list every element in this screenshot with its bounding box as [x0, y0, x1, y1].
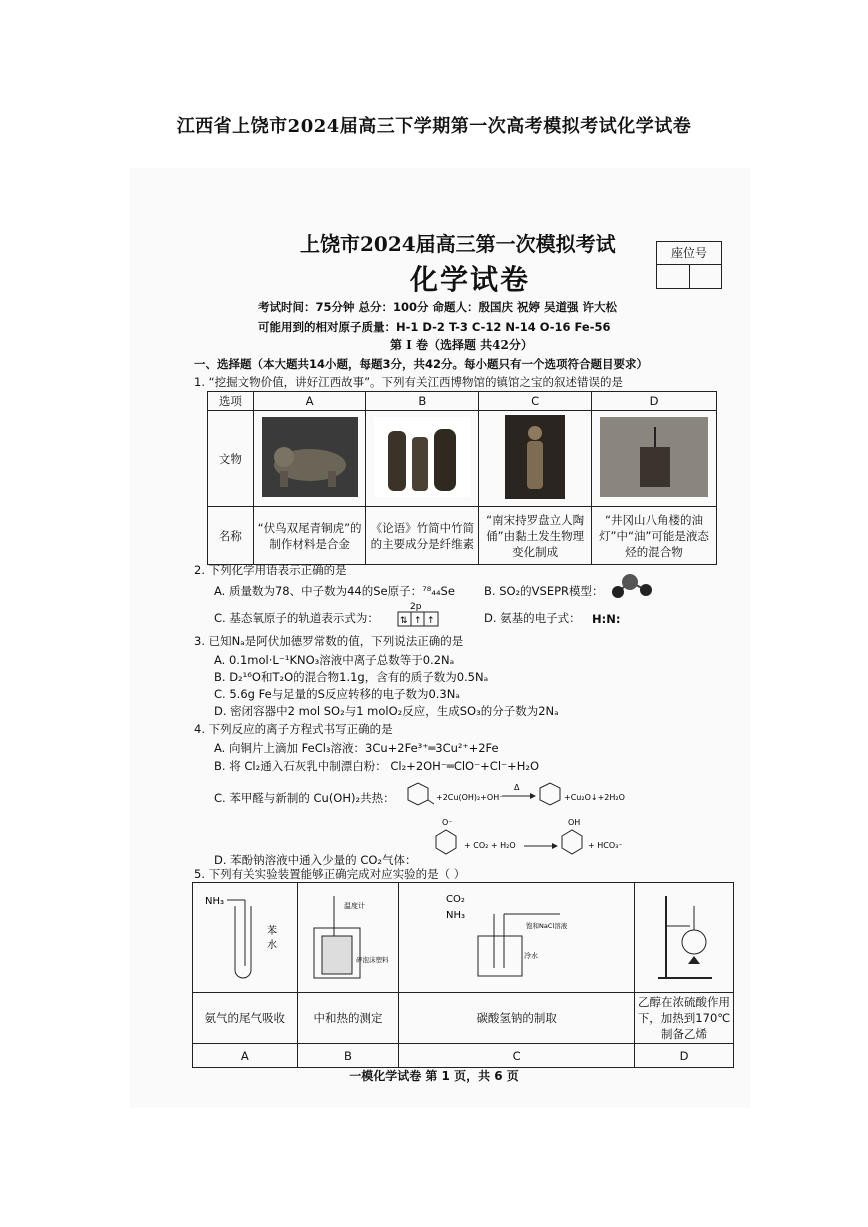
orbital-2p-label: 2p [410, 602, 422, 612]
q3-option-c: C. 5.6g Fe与足量的S反应转移的电子数为0.3Nₐ [214, 687, 460, 701]
q2-option-c: C. 基态氧原子的轨道表示式为： [214, 611, 379, 625]
q5-col-c: C [399, 1044, 635, 1068]
q5-label-a: 氨气的尾气吸收 [193, 993, 298, 1044]
seat-cell [657, 265, 690, 288]
reaction-d-o-minus: O⁻ [442, 818, 453, 827]
q1-row-name: 名称 [208, 507, 254, 565]
bronze-tiger-image [262, 417, 358, 497]
apparatus-c-cold-water-label: 冷水 [523, 952, 538, 960]
apparatus-a-nh3-label: NH₃ [204, 896, 224, 907]
q5-col-d: D [635, 1044, 734, 1068]
svg-text:↑: ↑ [427, 616, 435, 626]
q1-col-c: C [479, 392, 592, 411]
q3-option-a: A. 0.1mol·L⁻¹KNO₃溶液中离子总数等于0.2Nₐ [214, 653, 455, 667]
exam-title: 上饶市2024届高三第一次模拟考试 [300, 232, 616, 256]
section-one-title: 一、选择题（本大题共14小题，每题3分，共42分。每小题只有一个选项符合题目要求） [194, 357, 649, 371]
q1-stem: 1. “挖掘文物价值，讲好江西故事”。下列有关江西博物馆的镇馆之宝的叙述错误的是 [194, 375, 624, 389]
reaction-c-lhs: +2Cu(OH)₂+OH⁻ [436, 793, 504, 802]
q5-col-a: A [193, 1044, 298, 1068]
exam-info: 考试时间：75分钟 总分：100分 命题人：殷国庆 祝婷 吴道强 许大松 [258, 300, 618, 314]
svg-text:⇅: ⇅ [400, 616, 408, 626]
reaction-c-arrow-label: Δ [514, 783, 520, 792]
apparatus-b-foam-label: 碎泡沫塑料 [355, 956, 389, 964]
reaction-c-rhs: +Cu₂O↓+2H₂O [564, 793, 625, 802]
q1-option-d: “井冈山八角楼的油灯”中“油”可能是液态烃的混合物 [592, 507, 717, 565]
apparatus-b-thermometer-label: 温度计 [343, 902, 365, 910]
document-title: 江西省上饶市2024届高三下学期第一次高考模拟考试化学试卷 [176, 116, 692, 137]
atomic-masses: 可能用到的相对原子质量：H-1 D-2 T-3 C-12 N-14 O-16 Fe-56 [258, 320, 611, 334]
reaction-d-lhs: + CO₂ + H₂O [464, 841, 516, 850]
apparatus-d-image [636, 886, 732, 986]
part-one-title: 第 I 卷（选择题 共42分） [390, 338, 533, 352]
q4-option-c: C. 苯甲醛与新制的 Cu(OH)₂共热： [214, 791, 395, 805]
svg-text:↑: ↑ [414, 616, 422, 626]
apparatus-c-co2-label: CO₂ [445, 894, 465, 905]
vsepr-model-image [608, 572, 654, 600]
q5-label-d: 乙醇在浓硫酸作用下，加热到170℃制备乙烯 [635, 993, 734, 1044]
apparatus-c-nh3-label: NH₃ [445, 910, 465, 921]
q4-option-a: A. 向铜片上滴加 FeCl₃溶液：3Cu+2Fe³⁺═3Cu²⁺+2Fe [214, 741, 499, 755]
q1-header-label: 选项 [208, 392, 254, 411]
q4-option-d: D. 苯酚钠溶液中通入少量的 CO₂气体： [214, 853, 417, 867]
subject-title: 化学试卷 [410, 263, 531, 296]
q5-stem: 5. 下列有关实验装置能够正确完成对应实验的是（ ） [194, 867, 466, 881]
reaction-d-rhs: + HCO₃⁻ [588, 841, 623, 850]
q2-option-a: A. 质量数为78、中子数为44的Se原子：⁷⁸₄₄Se [214, 584, 455, 598]
q5-label-c: 碳酸氢钠的制取 [399, 993, 635, 1044]
q1-col-a: A [253, 392, 366, 411]
benzaldehyde-reaction-image [396, 778, 636, 814]
apparatus-a-water-label: 水 [266, 940, 277, 951]
q4-option-b: B. 将 Cl₂通入石灰乳中制漂白粉： Cl₂+2OH⁻═ClO⁻+Cl⁻+H₂O [214, 759, 540, 773]
apparatus-c-nacl-label: 饱和NaCl溶液 [525, 922, 567, 930]
q3-stem: 3. 已知Nₐ是阿伏加德罗常数的值，下列说法正确的是 [194, 634, 464, 648]
q2-option-b: B. SO₂的VSEPR模型： [484, 584, 604, 598]
q5-table [192, 882, 734, 1068]
seat-number-label: 座位号 [657, 242, 721, 265]
q1-option-a: “伏鸟双尾青铜虎”的制作材料是合金 [253, 507, 366, 565]
apparatus-a-image [197, 886, 293, 986]
reaction-d-oh: OH [568, 818, 581, 827]
apparatus-c-image [442, 886, 592, 986]
q1-col-b: B [366, 392, 479, 411]
q1-row-artifact: 文物 [208, 411, 254, 507]
q2-option-d: D. 氨基的电子式： [484, 611, 581, 625]
phenoxide-reaction-image [428, 816, 638, 862]
q2-stem: 2. 下列化学用语表示正确的是 [194, 563, 347, 577]
pottery-figurine-image [505, 415, 565, 499]
q3-option-d: D. 密闭容器中2 mol SO₂与1 molO₂反应，生成SO₃的分子数为2Nₐ [214, 704, 559, 718]
orbital-diagram-image [396, 600, 440, 628]
amino-electron-formula: H:N: [592, 612, 621, 626]
q1-option-b: 《论语》竹简中竹简的主要成分是纤维素 [366, 507, 479, 565]
q1-table [207, 391, 717, 565]
q5-label-b: 中和热的测定 [297, 993, 399, 1044]
seat-cell [690, 265, 722, 288]
seat-number-box [656, 241, 722, 289]
q5-col-b: B [297, 1044, 399, 1068]
page-footer: 一模化学试卷 第 1 页，共 6 页 [349, 1069, 519, 1083]
apparatus-b-image [300, 886, 396, 986]
bamboo-slips-image [374, 417, 470, 497]
q4-stem: 4. 下列反应的离子方程式书写正确的是 [194, 722, 393, 736]
apparatus-a-benzene-label: 苯 [266, 926, 277, 937]
q1-col-d: D [592, 392, 717, 411]
oil-lamp-image [600, 417, 708, 497]
q3-option-b: B. D₂¹⁶O和T₂O的混合物1.1g，含有的质子数为0.5Nₐ [214, 670, 489, 684]
q1-option-c: “南宋持罗盘立人陶俑”由黏土发生物理变化制成 [479, 507, 592, 565]
